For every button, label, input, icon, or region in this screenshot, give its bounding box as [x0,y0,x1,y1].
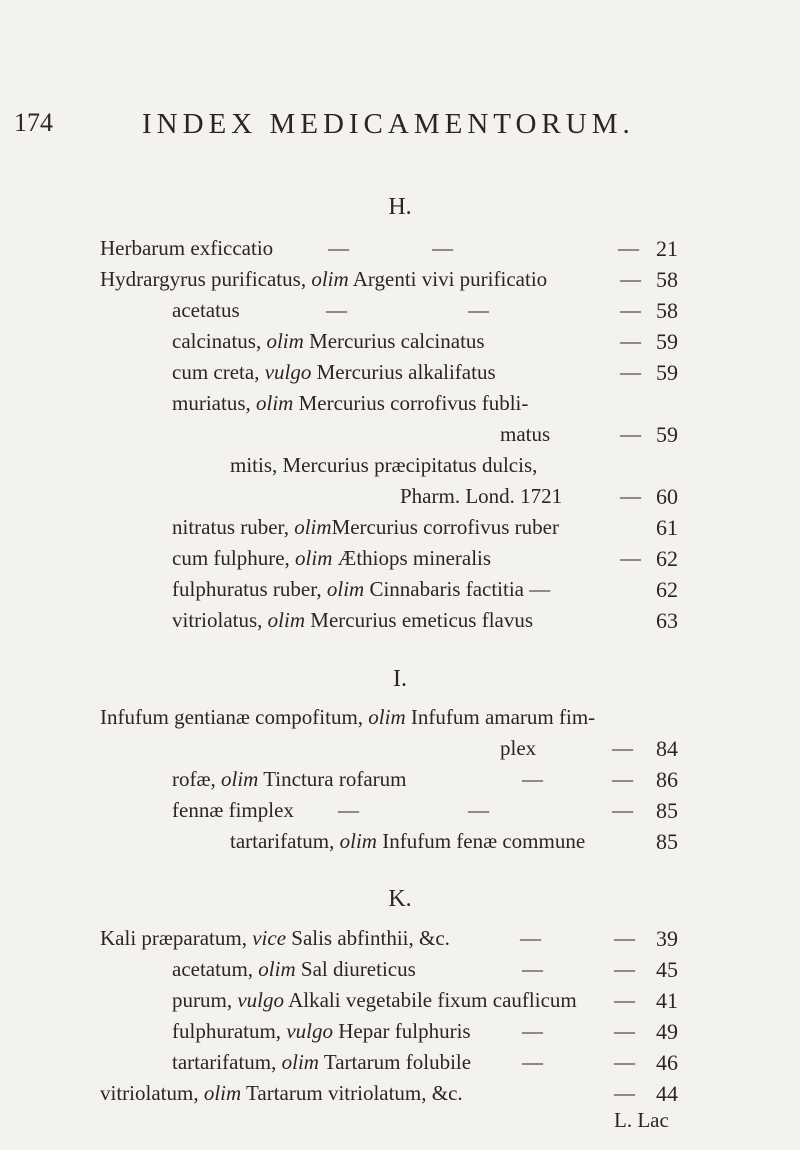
entry-h-7-page: 61 [656,515,678,540]
dash: — [338,798,359,822]
dash: — [614,1019,635,1043]
entry-h-4: cum creta, vulgo Mercurius alkalifatus [172,360,496,384]
dash: — [620,298,641,322]
section-letter-h: H. [388,194,412,220]
entry-h-7: nitratus ruber, olimMercurius corrofivus ruber [172,515,559,539]
entry-h-10: vitriolatus, olim Mercurius emeticus flavus [172,608,534,632]
entry-h-3: calcinatus, olim Mercurius calcinatus [172,329,485,353]
entry-h-1-page: 58 [656,267,678,292]
entry-h-6: mitis, Mercurius præcipitatus dulcis, [230,453,538,477]
dash: — [620,484,641,508]
dash: — [620,267,641,291]
dash: — [612,767,633,791]
entry-i-0-page: 84 [656,736,678,761]
dash: — [612,798,633,822]
dash: — [432,236,453,260]
entry-k-5: vitriolatum, olim Tartarum vitriolatum, &c. [100,1081,463,1105]
entry-h-8-page: 62 [656,546,678,571]
section-letter-i: I. [393,666,407,692]
dash: — [614,1050,635,1074]
dash: — [618,236,639,260]
entry-i-1-page: 86 [656,767,678,792]
entry-k-5-page: 44 [656,1081,678,1106]
entry-i-3: tartarifatum, olim Infufum fenæ commune [230,829,586,853]
dash: — [522,1050,543,1074]
entry-k-4: tartarifatum, olim Tartarum folubile [172,1050,472,1074]
entry-k-2-page: 41 [656,988,678,1013]
entry-h-1: Hydrargyrus purificatus, olim Argenti vivi purificatio [100,267,548,291]
entry-h-6-page: 60 [656,484,678,509]
dash: — [620,329,641,353]
entry-h-0: Herbarum exficcatio [100,236,274,260]
entry-i-3-page: 85 [656,829,678,854]
dash: — [612,736,633,760]
entry-h-2-page: 58 [656,298,678,323]
entry-h-9-page: 62 [656,577,678,602]
dash: — [468,798,489,822]
entry-i-0-cont: plex [500,736,537,760]
entry-k-1-page: 45 [656,957,678,982]
entry-i-2: fennæ fimplex [172,798,294,822]
dash: — [522,767,543,791]
entry-k-1: acetatum, olim Sal diureticus [172,957,416,981]
entry-i-0: Infufum gentianæ compofitum, olim Infufum amarum fim- [100,705,596,729]
dash: — [614,926,635,950]
entry-h-3-page: 59 [656,329,678,354]
page-number: 174 [14,108,53,137]
entry-h-10-page: 63 [656,608,678,633]
entry-h-4-page: 59 [656,360,678,385]
dash: — [522,1019,543,1043]
dash: — [620,546,641,570]
entry-k-0: Kali præparatum, vice Salis abfinthii, &c. [100,926,450,950]
entry-h-8: cum fulphure, olim Æthiops mineralis [172,546,492,570]
dash: — [326,298,347,322]
entry-i-2-page: 85 [656,798,678,823]
dash: — [614,988,635,1012]
section-letter-k: K. [388,886,412,912]
dash: — [520,926,541,950]
entry-h-0-page: 21 [656,236,678,261]
entry-k-3-page: 49 [656,1019,678,1044]
dash: — [614,1081,635,1105]
dash: — [328,236,349,260]
dash: — [620,360,641,384]
catchword: L. Lac [614,1108,669,1132]
entry-h-2: acetatus [172,298,240,322]
entry-h-5-cont: matus [500,422,551,446]
entry-h-9: fulphuratus ruber, olim Cinnabaris factitia — [172,577,551,601]
running-head: INDEX MEDICAMENTORUM. [142,108,635,140]
dash: — [620,422,641,446]
entry-k-0-page: 39 [656,926,678,951]
entry-k-3: fulphuratum, vulgo Hepar fulphuris [172,1019,471,1043]
entry-h-5-page: 59 [656,422,678,447]
dash: — [614,957,635,981]
entry-k-2: purum, vulgo Alkali vegetabile fixum cauflicum [172,988,577,1012]
entry-h-6-cont: Pharm. Lond. 1721 [400,484,563,508]
dash: — [468,298,489,322]
dash: — [522,957,543,981]
page-header [0,108,800,148]
entry-h-5: muriatus, olim Mercurius corrofivus fubli- [172,391,529,415]
entry-i-1: rofæ, olim Tinctura rofarum [172,767,407,791]
entry-k-4-page: 46 [656,1050,678,1075]
